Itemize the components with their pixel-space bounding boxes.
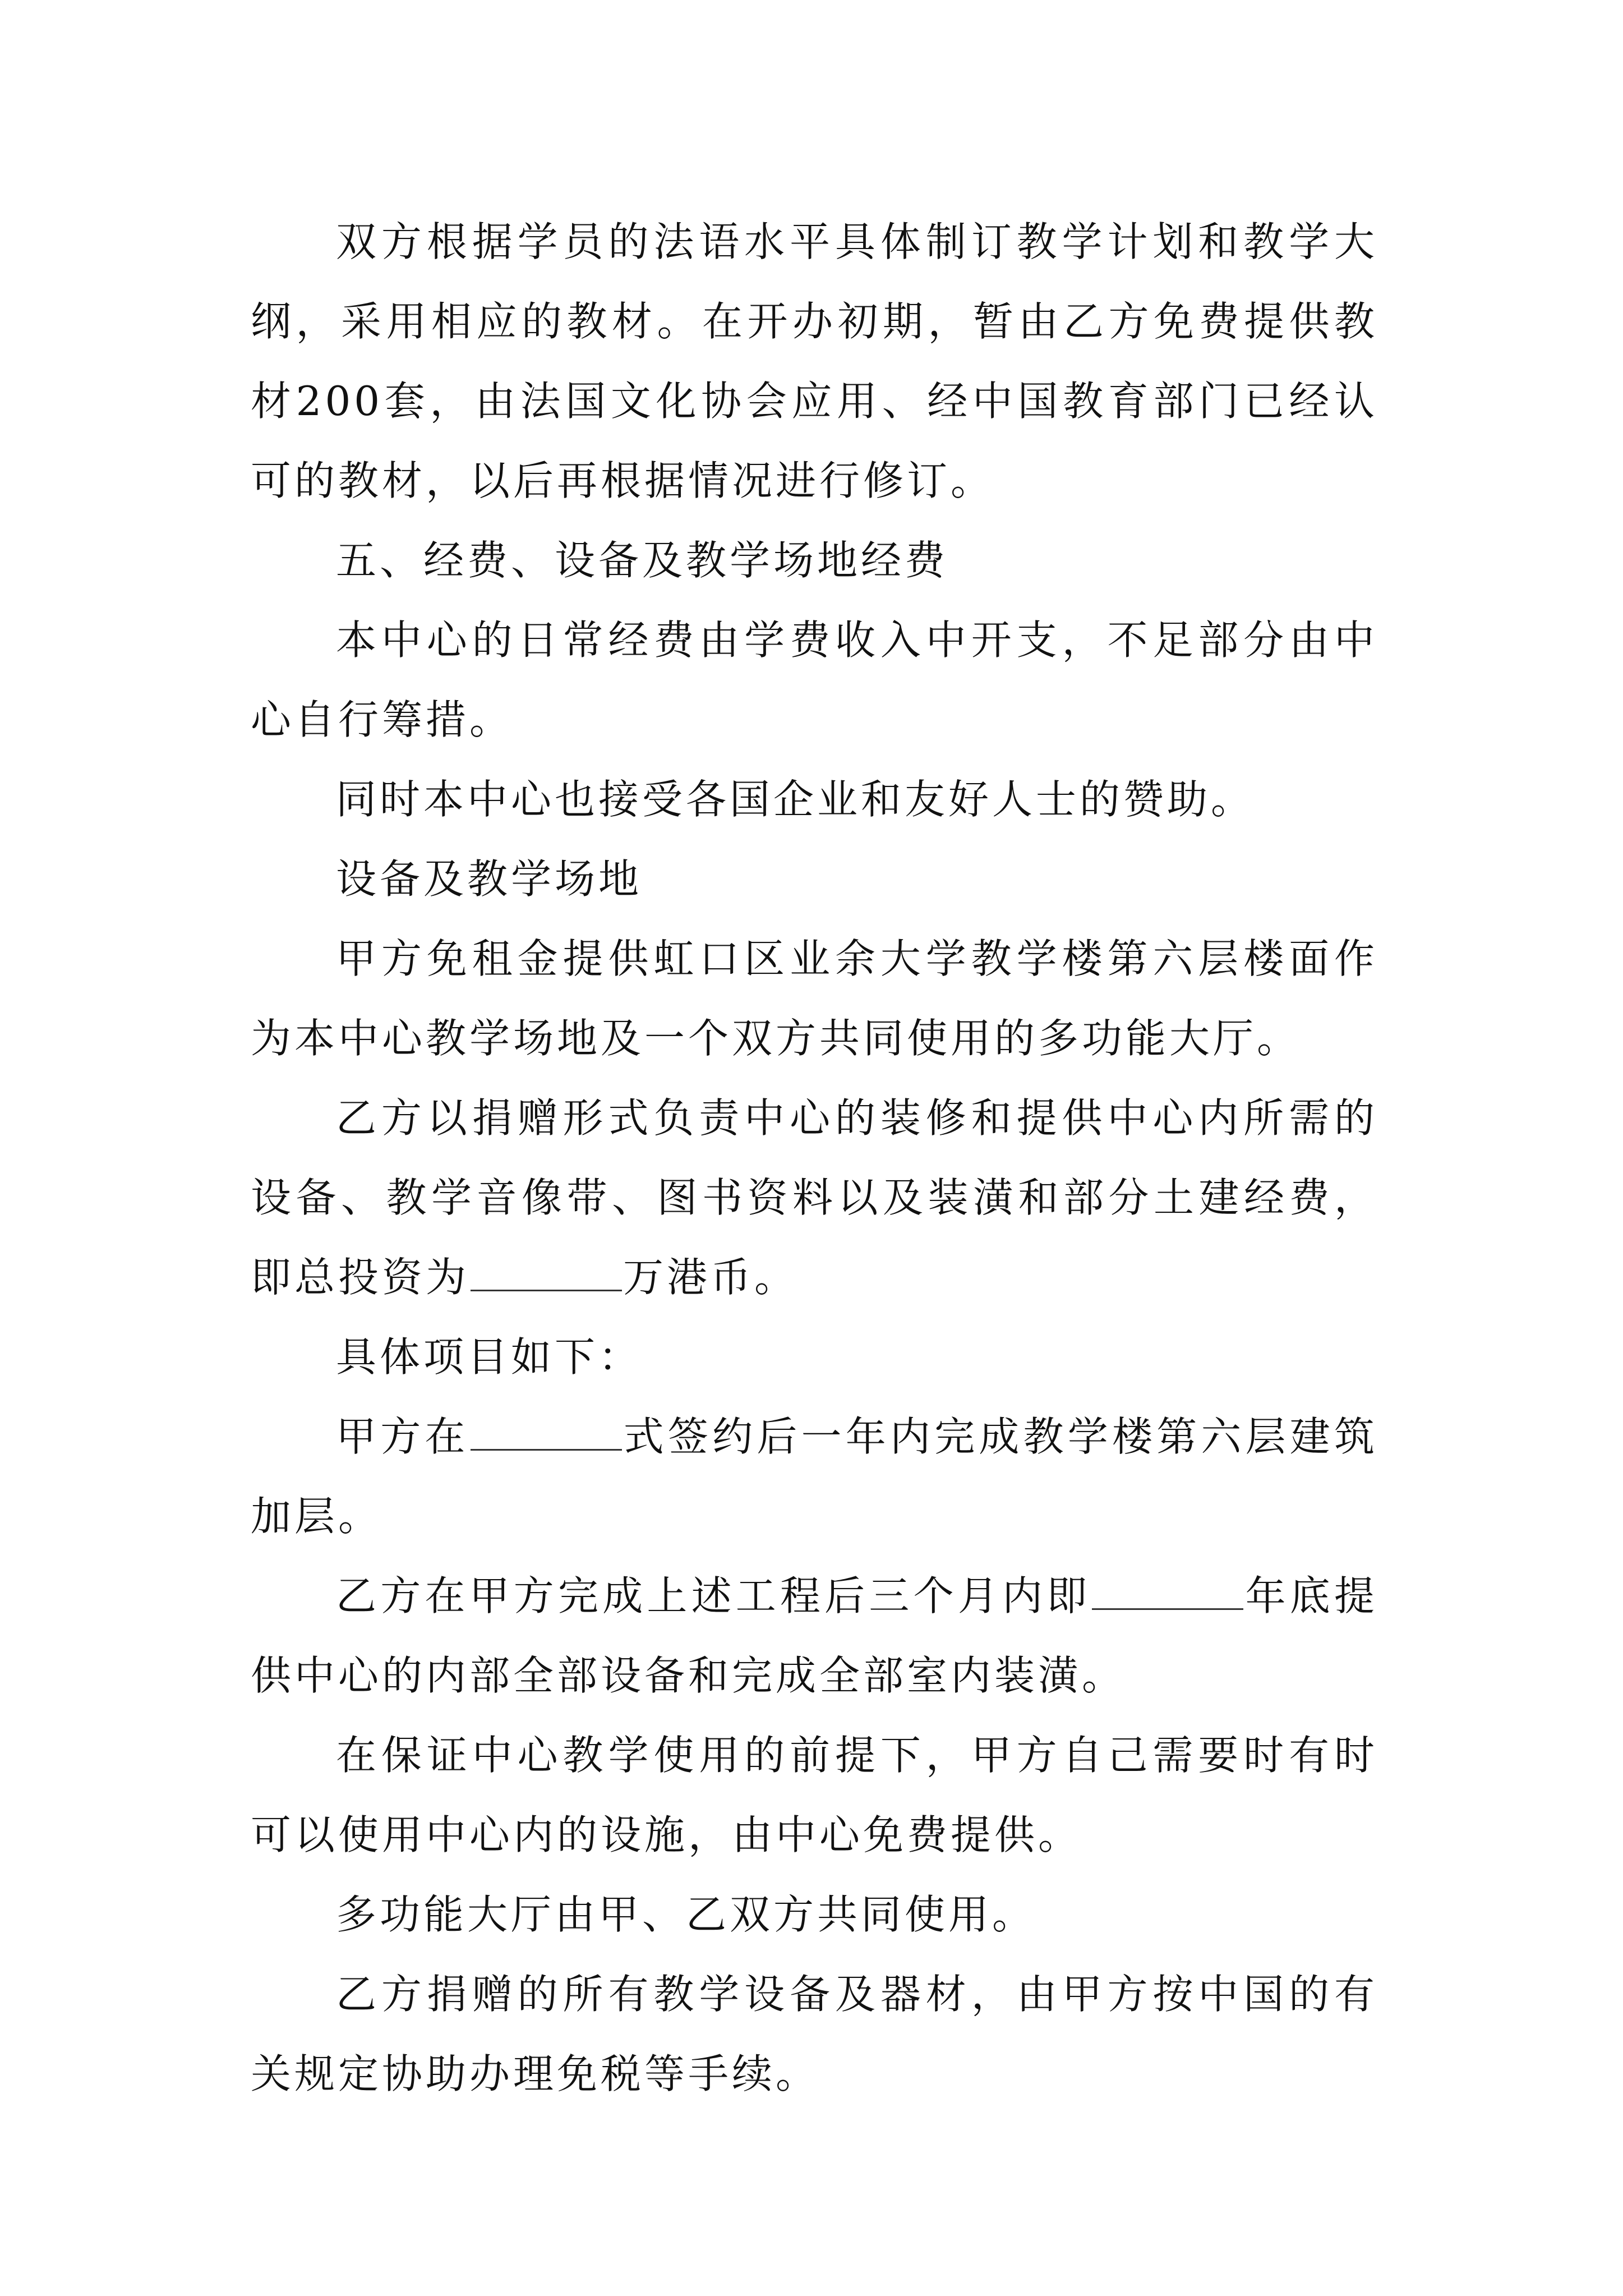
section-heading-funding: 五、经费、设备及教学场地经费 — [336, 537, 949, 584]
construction-text-before: 甲方在 — [336, 1413, 469, 1460]
blank-total-investment — [471, 1250, 622, 1291]
paragraph-hall-shared: 多功能大厅由甲、乙双方共同使用。 — [336, 1891, 1036, 1938]
paragraph-teaching-plan: 双方根据学员的法语水平具体制订教学计划和教学大纲，采用相应的教材。在开办初期，暂由乙方免费提供教材200套，由法国文化协会应用、经中国教育部门已经认可的教材，以后再根据情况进行修订。 — [251, 218, 1378, 504]
blank-signing-date — [471, 1410, 622, 1451]
paragraph-donation — [251, 1078, 1378, 1317]
subheading-equipment-venue: 设备及教学场地 — [336, 855, 643, 903]
construction-text-after: 式签约后一年内完成教学楼第六层建筑加层。 — [251, 1413, 1378, 1540]
donation-text-before: 乙方以捐赠形式负责中心的装修和提供中心内所需的设备、教学音像带、图书资料以及装潢和部分土建经费，即总投资为 — [251, 1094, 1378, 1301]
paragraph-party-a-construction — [251, 1397, 1378, 1556]
donation-text-after: 万港币。 — [623, 1254, 799, 1301]
blank-year-end — [1092, 1569, 1243, 1610]
subheading-specific-items: 具体项目如下： — [336, 1333, 643, 1381]
equipment-text-before: 乙方在甲方完成上述工程后三个月内即 — [336, 1572, 1091, 1619]
paragraph-party-b-equipment — [251, 1556, 1378, 1715]
paragraph-sponsorship: 同时本中心也接受各国企业和友好人士的赞助。 — [336, 776, 1255, 823]
paragraph-daily-funding: 本中心的日常经费由学费收入中开支，不足部分由中心自行筹措。 — [251, 616, 1378, 743]
equipment-text-after: 年底提供中心的内部全部设备和完成全部室内装潢。 — [251, 1572, 1378, 1699]
paragraph-tax-exemption: 乙方捐赠的所有教学设备及器材，由甲方按中国的有关规定协助办理免税等手续。 — [251, 1971, 1378, 2097]
paragraph-venue-provision: 甲方免租金提供虹口区业余大学教学楼第六层楼面作为本中心教学场地及一个双方共同使用的多功能大厅。 — [251, 935, 1378, 1062]
paragraph-facility-use: 在保证中心教学使用的前提下，甲方自己需要时有时可以使用中心内的设施，由中心免费提供。 — [251, 1732, 1378, 1858]
document-body — [251, 202, 1378, 2114]
